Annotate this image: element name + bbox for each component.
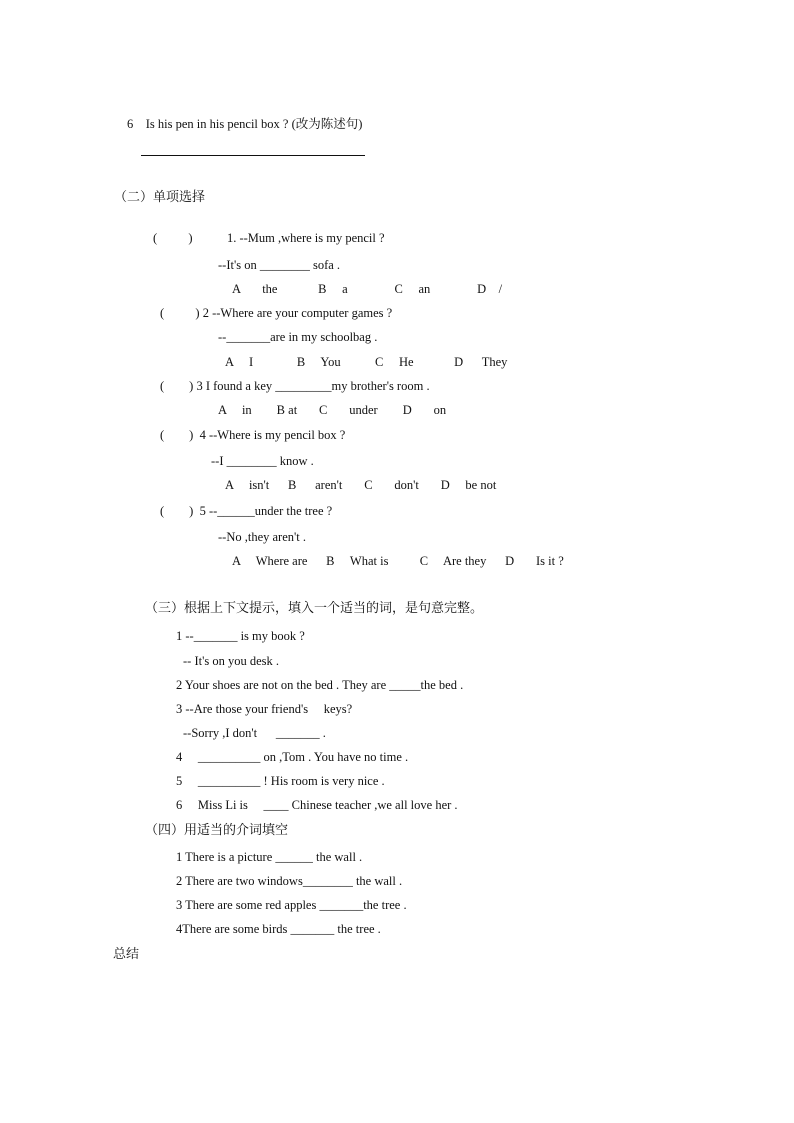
question-6: 6 Is his pen in his pencil box ? (改为陈述句) bbox=[127, 117, 363, 131]
fill-line: 5 __________ ! His room is very nice . bbox=[176, 774, 385, 788]
mc-line: ( ) 1. --Mum ,where is my pencil ? bbox=[153, 231, 385, 245]
section-heading-fill-in: （三）根据上下文提示，填入一个适当的词，是句意完整。 bbox=[145, 601, 484, 616]
fill-line: --Sorry ,I don't _______ . bbox=[183, 726, 326, 740]
mc-options: A Where are B What is C Are they D Is it ? bbox=[232, 554, 564, 568]
fill-line: 4 __________ on ,Tom . You have no time . bbox=[176, 750, 409, 764]
section-heading-single-choice: （二）单项选择 bbox=[114, 190, 206, 205]
mc-options: A the B a C an D / bbox=[232, 282, 503, 296]
mc-line: ( ) 5 --______under the tree ? bbox=[160, 504, 333, 518]
section-heading-prepositions: （四）用适当的介词填空 bbox=[145, 823, 289, 838]
mc-line: --I ________ know . bbox=[211, 454, 314, 468]
fill-line: 2 Your shoes are not on the bed . They are _____the bed . bbox=[176, 678, 464, 692]
summary-heading: 总结 bbox=[113, 947, 140, 962]
preposition-line: 1 There is a picture ______ the wall . bbox=[176, 850, 363, 864]
mc-line: --No ,they aren't . bbox=[218, 530, 306, 544]
mc-options: A in B at C under D on bbox=[218, 403, 447, 417]
fill-line: 1 --_______ is my book ? bbox=[176, 629, 305, 643]
fill-line: -- It's on you desk . bbox=[183, 654, 279, 668]
preposition-line: 3 There are some red apples _______the tree . bbox=[176, 898, 407, 912]
mc-line: ( ) 3 I found a key _________my brother's room . bbox=[160, 379, 430, 393]
fill-line: 3 --Are those your friend's keys? bbox=[176, 702, 353, 716]
fill-line: 6 Miss Li is ____ Chinese teacher ,we all love her . bbox=[176, 798, 458, 812]
preposition-line: 2 There are two windows________ the wall . bbox=[176, 874, 403, 888]
mc-options: A isn't B aren't C don't D be not bbox=[225, 478, 497, 492]
mc-line: --It's on ________ sofa . bbox=[218, 258, 341, 272]
answer-line bbox=[141, 155, 365, 156]
mc-line: --_______are in my schoolbag . bbox=[218, 330, 378, 344]
mc-options: A I B You C He D They bbox=[225, 355, 508, 369]
mc-line: ( ) 4 --Where is my pencil box ? bbox=[160, 428, 346, 442]
mc-line: ( ) 2 --Where are your computer games ? bbox=[160, 306, 393, 320]
preposition-line: 4There are some birds _______ the tree . bbox=[176, 922, 381, 936]
